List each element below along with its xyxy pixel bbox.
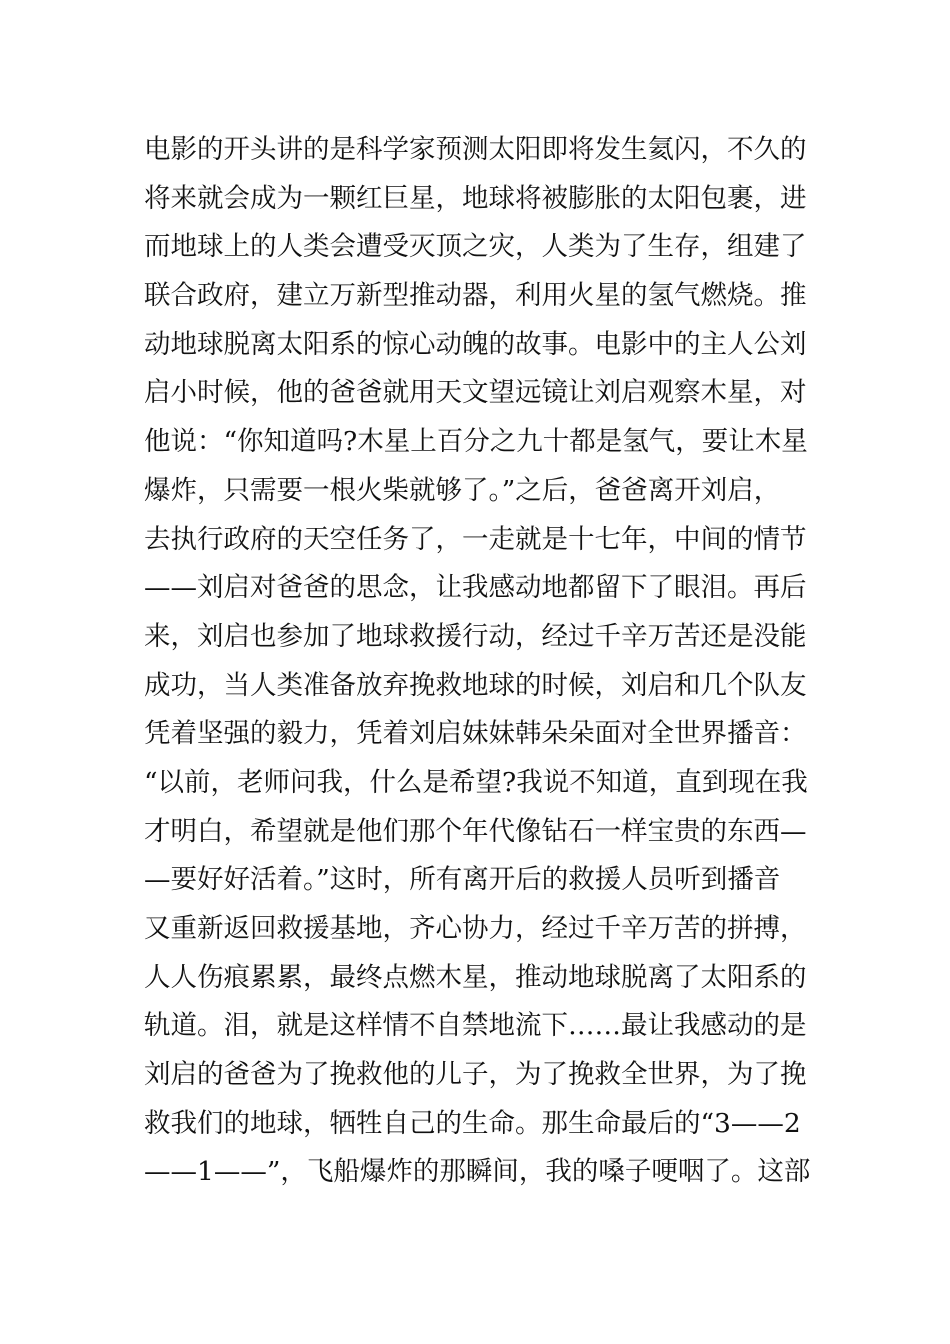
text-line: 电影的开头讲的是科学家预测太阳即将发生氦闪，不久的 xyxy=(144,134,807,165)
body-paragraph xyxy=(144,126,814,1197)
text-line: ——刘启对爸爸的思念，让我感动地都留下了眼泪。再后 xyxy=(144,572,807,604)
text-line: 去执行政府的天空任务了，一走就是十七年，中间的情节 xyxy=(144,523,807,555)
text-line: 而地球上的人类会遭受灭顶之灾，人类为了生存，组建了 xyxy=(144,231,807,263)
text-line: 轨道。泪，就是这样情不自禁地流下……最让我感动的是 xyxy=(144,1010,807,1042)
text-line: 才明白，希望就是他们那个年代像钻石一样宝贵的东西— xyxy=(144,815,807,847)
text-line: 他说：“你知道吗?木星上百分之九十都是氢气，要让木星 xyxy=(144,426,808,458)
text-line: 成功，当人类准备放弃挽救地球的时候，刘启和几个队友 xyxy=(144,669,807,701)
text-line: 启小时候，他的爸爸就用天文望远镜让刘启观察木星，对 xyxy=(144,377,807,409)
text-line: 又重新返回救援基地，齐心协力，经过千辛万苦的拼搏， xyxy=(144,913,807,944)
text-line: 联合政府，建立万新型推动器，利用火星的氢气燃烧。推 xyxy=(144,280,807,312)
text-line: 凭着坚强的毅力，凭着刘启妹妹韩朵朵面对全世界播音： xyxy=(144,718,807,750)
text-line: —要好好活着。”这时，所有离开后的救援人员听到播音 xyxy=(144,864,781,896)
text-line: 救我们的地球，牺牲自己的生命。那生命最后的“3——2 xyxy=(144,1107,801,1139)
text-line: 刘启的爸爸为了挽救他的儿子，为了挽救全世界，为了挽 xyxy=(144,1059,807,1091)
text-line: 将来就会成为一颗红巨星，地球将被膨胀的太阳包裹，进 xyxy=(144,182,807,214)
text-line: 爆炸，只需要一根火柴就够了。”之后，爸爸离开刘启， xyxy=(144,474,781,506)
text-line: ——1——”，飞船爆炸的那瞬间，我的嗓子哽咽了。这部 xyxy=(144,1156,811,1188)
text-line: 人人伤痕累累，最终点燃木星，推动地球脱离了太阳系的 xyxy=(144,961,807,993)
text-line: 动地球脱离太阳系的惊心动魄的故事。电影中的主人公刘 xyxy=(144,328,807,360)
text-line: 来，刘启也参加了地球救援行动，经过千辛万苦还是没能 xyxy=(144,620,807,652)
text-line: “以前，老师问我，什么是希望?我说不知道，直到现在我 xyxy=(144,766,808,798)
